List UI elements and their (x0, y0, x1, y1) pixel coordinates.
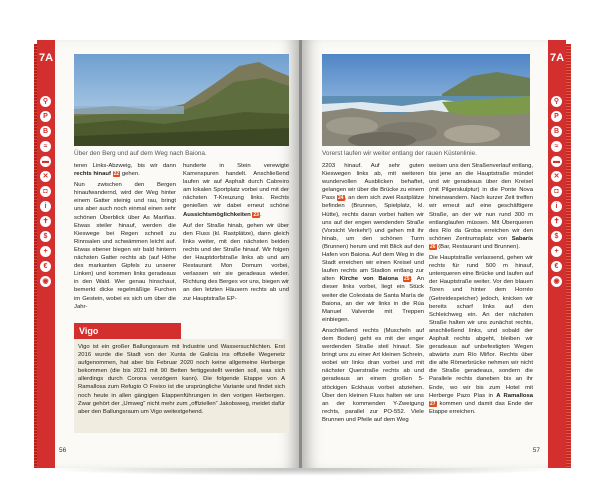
parking-icon: P (40, 111, 51, 122)
info-icon: i (40, 201, 51, 212)
paragraph: Auf der Straße hinab, gehen wir über den Fluss (kl. Rastplätze), dann gleich links weiter, mit den nächsten beiden rechts und der Straße hinauf. Wir folgen der Hauptdorfstraße links ab und am Restaurant Mon Domum vorbei, verlassen wir sie geradeaus wieder. Richtung des Berges vor uns, biegen wir an den letzten Häusern rechts ab und zur Hauptstraße EP- (183, 222, 289, 302)
chapter-strip-left (37, 40, 55, 468)
paragraph: Anschließend rechts (Muscheln auf dem Boden) geht es mit der enger werdenden Straße steil hinauf. Sie bringt uns zu einer Art kleinen Schrein, wobei wir links dran vorbei und mit nächster Querstraße rechts ab und geradeaus an einem großen 5-stöckigen Eckhaus vorbei abziehen. Über den kleinen Fluss halten wir uns an der kommenden Y-Zweigung rechts, parallel zur PO-552. Viele Brunnen und Pfeile auf dem Weg (322, 327, 424, 423)
photo-caption-left: Über den Berg und auf dem Weg nach Baiona. (74, 150, 207, 157)
paragraph: Die Hauptstraße verlassend, gehen wir rechts für rund 500 m hinauf, unterqueren eine Brücke und laufen auf der Hauptstraße weiter. Vor den blauen Toren und hinter dem Horréo (Getreidespeicher) jedoch, knicken wir bereits scharf links auf den Schleichweg ein. An der nächsten Straße halten wir uns zunächst rechts, anschließend links, und sobald der Asphalt rechts abgeht, bleiben wir geradeaus auf unbefestigten Wegen abwärts zum Río Miñor. Rechts über die alte Römerbrücke nehmen wir nicht die Straße geradeaus, sondern die Parallele rechts daneben bis an ihr Ende, wo wir bis zum Hotel mit Herberge Pazo Pías in A Ramallosa 27 kommen und damit das Ende der Etappe erreichen. (429, 255, 533, 415)
walker-icon: ⚲ (40, 96, 51, 107)
bank-icon: € (40, 261, 51, 272)
church-icon: ✝ (551, 216, 562, 227)
parking-icon: P (551, 111, 562, 122)
icon-legend-left (40, 96, 52, 291)
camera-icon: ◘ (40, 186, 51, 197)
icon-legend-right (551, 96, 563, 291)
bed-icon: ▬ (553, 158, 560, 165)
church-icon: ✝ (40, 216, 51, 227)
info-box-title: Vigo (74, 323, 181, 339)
viewpoint-icon: ◉ (551, 276, 562, 287)
info-icon: i (551, 201, 562, 212)
paragraph: hunderte in Stein verewigte Karrenspuren handelt. Anschließend laufen wir auf Asphalt durch Cabreiro am lokalen Sportplatz vorbei und mit der nächsten T-Kreuzung links. Rechts genießen wir dabei erneut schöne Aussichtsmöglichkeiten 23. (183, 163, 289, 218)
text-column-right-2 (429, 162, 533, 419)
chapter-strip-right (548, 40, 566, 468)
info-box-text (78, 343, 285, 419)
camera-icon: ◘ (551, 186, 562, 197)
photo-caption-right: Vorerst laufen wir weiter entlang der rauen Küstenlinie. (322, 150, 477, 157)
bed-icon: ▬ (42, 158, 49, 165)
photo-mountain-coast (74, 54, 289, 146)
bus-icon: B (551, 126, 562, 137)
text-column-left-1 (74, 162, 176, 314)
pharmacy-icon: + (40, 246, 51, 257)
photo-rocky-coastline (322, 54, 530, 146)
water-icon: ≈ (551, 141, 562, 152)
shop-icon: $ (551, 231, 562, 242)
bus-icon: B (40, 126, 51, 137)
right-page (302, 40, 566, 468)
chapter-tab-left: 7A (38, 52, 54, 64)
water-icon: ≈ (40, 141, 51, 152)
text-column-right-1 (322, 162, 424, 427)
bank-icon: € (551, 261, 562, 272)
chapter-tab-right: 7A (549, 52, 565, 64)
paragraph: weisen uns den Straßenverlauf entlang, bis jene an die Hauptstraße mündet und wir geradeaus über den Kreisel (mit Pilgerskulptur) in die Ponte Nova hineinwandern. Nach kurzer Zeit treffen wir erneut auf eine geschäftigere Straße, an der wir nun rund 300 m entlanglaufen müssen. Mit Überqueren des Río da Groba erreichen wir den schönen Zentrumsplatz von Sabarís 26 (Bar, Restaurant und Brunnen). (429, 163, 533, 250)
paragraph: 2203 hinauf. Auf sehr guten Kieswegen links ab, mit weiteren wundervollen Ausblicken behaftet, gelangen wir über die Brücke zu einem Pass 24, an dem sich zwei Rastplätze befinden (Brunnen, Spielplatz, kl. Hütte), rechts daran vorbei halten wir uns auf der engen wendenden Straße (Vorsicht Verkehr!) und gehen mit ihr hinab, um den schönen Turm (Brunnen) herum und mit Blick auf den Hafen von Baiona. Auf dem Weg in die Stadt erreichen wir einen Kreisel und laufen rechts am Stadion entlang zur alten Kirche von Baiona 25. An dieser links vorbei, liegt ein Stück weiter die Colexiata de Santa María de Baiona, an der wir links in die Rúa Manuel Valverde mit Treppen einbiegen. (322, 163, 424, 323)
food-icon: ✕ (40, 171, 51, 182)
open-guidebook (37, 40, 566, 468)
pharmacy-icon: + (551, 246, 562, 257)
page-number-left: 56 (59, 447, 67, 454)
paragraph: Nun zwischen den Bergen hinaufwandernd, wird der Weg hinter einem Gatter steinig und rau, bringt uns aber auch noch einmal einen sehr schönen Überblick über As Mariñas. Etwas steiler hinauf, werden die Kieswege bei Regen schnell zu Rinnsalen und schwämmen leicht auf. Etwas ebener biegen wir bald hinterm nächsten Gatter rechts ab (auf Höhe des markanten Gipfels zu unserer Linken) und kommen links geradeaus in den Wald. Wer genau hinschaut, bemerkt dicke regelmäßige Furchen im Gestein, wobei es sich um über die Jahr- (74, 182, 176, 310)
food-icon: ✕ (551, 171, 562, 182)
paragraph: teren Links-Abzweig, bis wir dann rechts hinauf 22 gehen. (74, 163, 176, 178)
text-column-left-2 (183, 162, 289, 306)
left-page (37, 40, 299, 468)
page-number-right: 57 (532, 447, 540, 454)
viewpoint-icon: ◉ (40, 276, 51, 287)
shop-icon: $ (40, 231, 51, 242)
paragraph: Vigo ist ein großer Ballungsraum mit Industrie und Wassersuchlichten. Erst 2016 wurde die Stadt von der Xunta de Galicia ins offizielle Wegenetz aufgenommen, hat aber bis Februar 2020 noch keine allgemeine Herberge bekommen (die bis 2021 mit 90 Betten fertiggestellt werden soll, was sich allerdings durch Corona verzögern kann). Die folgende Etappe von A Ramallosa zum Refugio O Freixo ist die ursprüngliche Variante und findet sich noch heute in allen gängigen Etappenführungen in den vorigen Herbergen. Zwar gehört der „Umweg“ nicht mehr zum „offiziellen“ Jakobsweg, meidet dafür aber den Ballungsraum um Vigo weitestgehend. (78, 344, 285, 415)
walker-icon: ⚲ (551, 96, 562, 107)
